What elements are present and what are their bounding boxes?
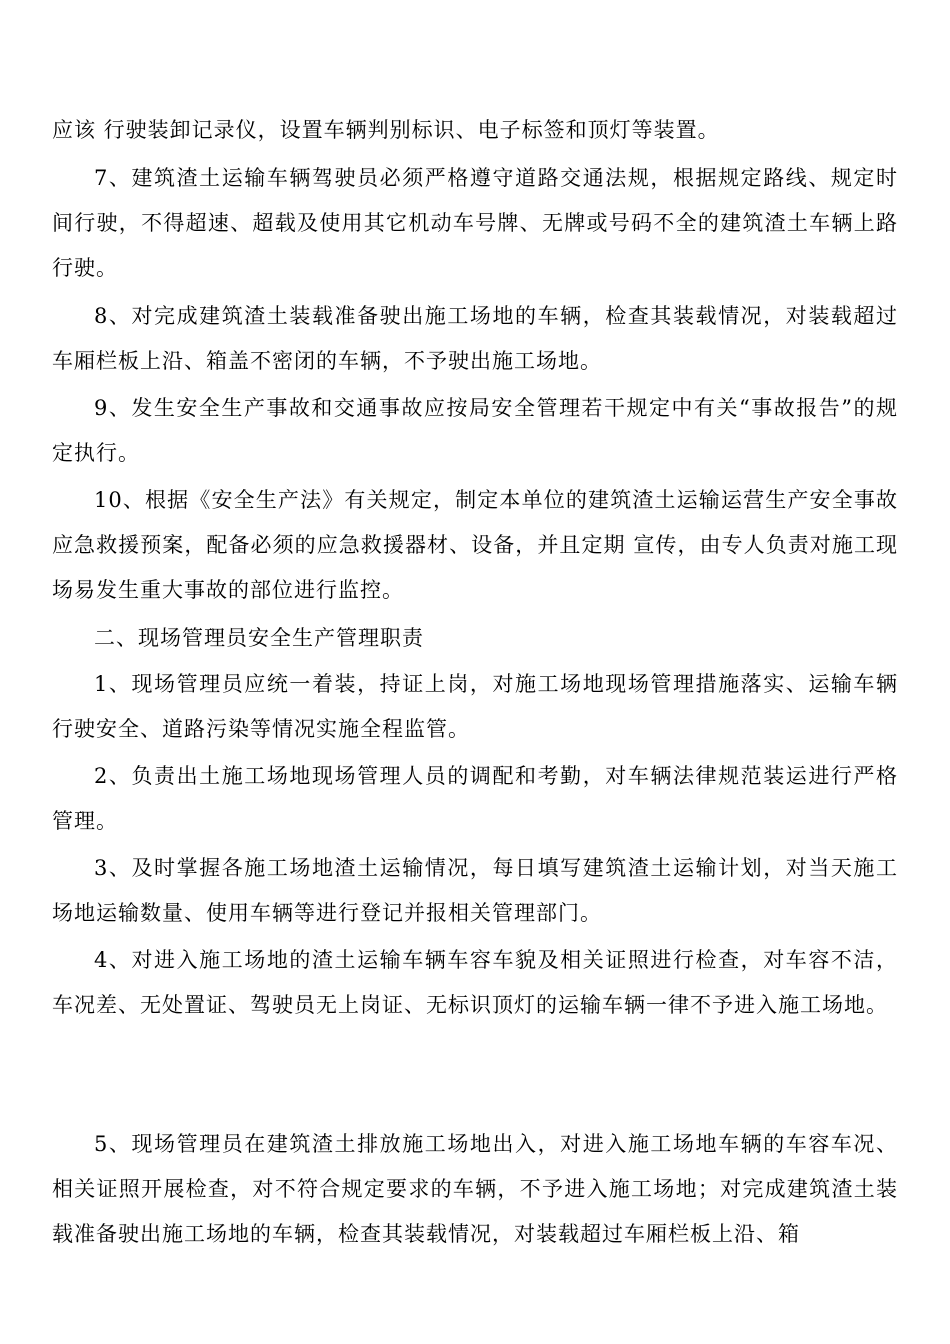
paragraph-item-8: 8、对完成建筑渣土装载准备驶出施工场地的车辆，检查其装载情况，对装载超过车厢栏板上沿、箱盖不密闭的车辆，不予驶出施工场地。 — [52, 304, 898, 373]
paragraph-item-9: 9、发生安全生产事故和交通事故应按局安全管理若干规定中有关“事故报告”的规定执行。 — [52, 396, 898, 465]
paragraph-continuation: 应该 行驶装卸记录仪，设置车辆判别标识、电子标签和顶灯等装置。 — [52, 118, 720, 142]
paragraph-duty-1: 1、现场管理员应统一着装，持证上岗，对施工场地现场管理措施落实、运输车辆行驶安全、道路污染等情况实施全程监管。 — [52, 672, 898, 741]
paragraph-duty-3: 3、及时掌握各施工场地渣土运输情况，每日填写建筑渣土运输计划，对当天施工场地运输数量、使用车辆等进行登记并报相关管理部门。 — [52, 856, 898, 925]
paragraph-duty-2: 2、负责出土施工场地现场管理人员的调配和考勤，对车辆法律规范装运进行严格管理。 — [52, 764, 898, 833]
paragraph-duty-4: 4、对进入施工场地的渣土运输车辆车容车貌及相关证照进行检查，对车容不洁，车况差、无处置证、驾驶员无上岗证、无标识顶灯的运输车辆一律不予进入施工场地。 — [52, 948, 898, 1017]
paragraph-item-10: 10、根据《安全生产法》有关规定，制定本单位的建筑渣土运输运营生产安全事故应急救援预案，配备必须的应急救援器材、设备，并且定期 宣传，由专人负责对施工现场易发生重大事故的部位进行监控。 — [52, 488, 898, 602]
section-heading-2: 二、现场管理员安全生产管理职责 — [94, 626, 424, 650]
paragraph-duty-5: 5、现场管理员在建筑渣土排放施工场地出入，对进入施工场地车辆的车容车况、相关证照开展检查，对不符合规定要求的车辆，不予进入施工场地；对完成建筑渣土装载准备驶出施工场地的车辆，检查其装载情况，对装载超过车厢栏板上沿、箱 — [52, 1132, 898, 1246]
paragraph-item-7: 7、建筑渣土运输车辆驾驶员必须严格遵守道路交通法规，根据规定路线、规定时间行驶，不得超速、超载及使用其它机动车号牌、无牌或号码不全的建筑渣土车辆上路行驶。 — [52, 166, 898, 280]
